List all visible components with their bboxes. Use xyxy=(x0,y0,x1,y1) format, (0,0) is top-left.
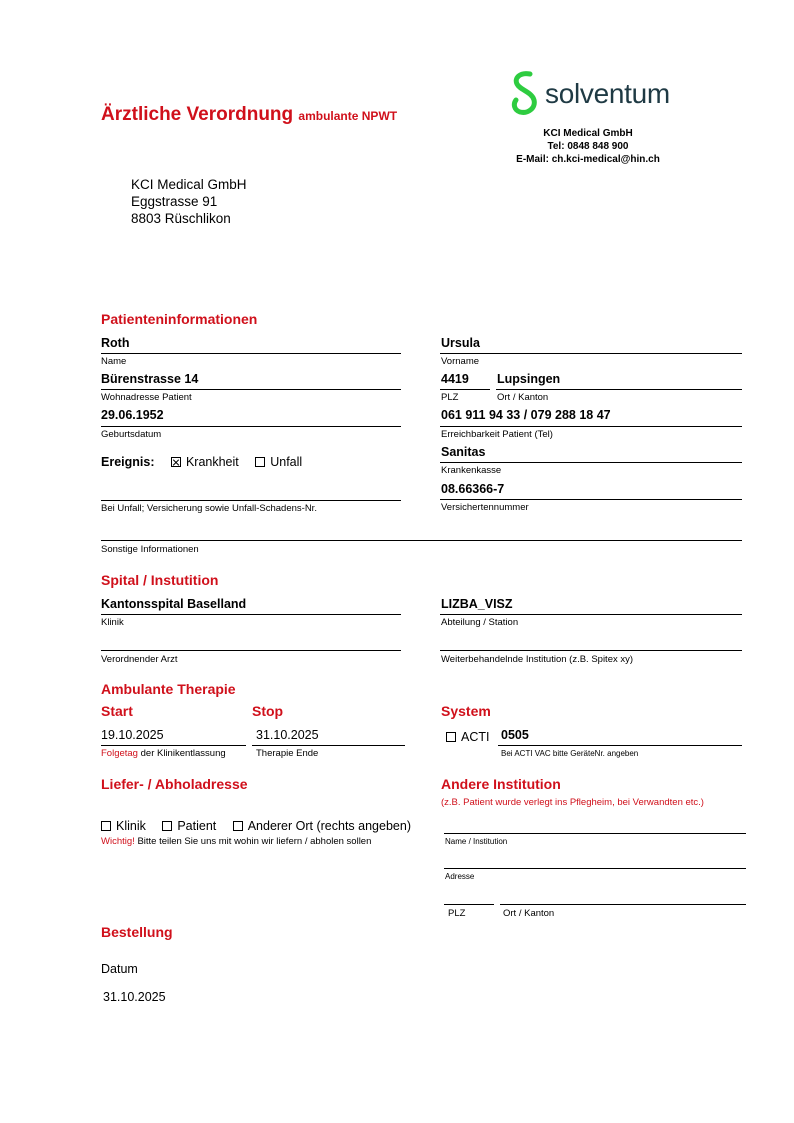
insured-no-label: Versichertennummer xyxy=(441,502,529,513)
start-date-value[interactable]: 19.10.2025 xyxy=(101,728,164,742)
department-value[interactable]: LIZBA_VISZ xyxy=(441,597,513,611)
event-option-krankheit[interactable] xyxy=(171,453,239,471)
other-name-field-line[interactable] xyxy=(444,833,746,834)
address-line-2: Eggstrasse 91 xyxy=(131,194,218,209)
event-krankheit-checkbox[interactable] xyxy=(171,457,181,467)
order-date-label: Datum xyxy=(101,962,138,976)
divider xyxy=(101,426,401,427)
company-name: KCI Medical GmbH xyxy=(543,128,633,139)
insurer-value[interactable]: Sanitas xyxy=(441,445,486,459)
divider xyxy=(440,614,742,615)
other-ort-field-line[interactable] xyxy=(500,904,746,905)
event-unfall-checkbox[interactable] xyxy=(255,457,265,467)
delivery-warning-text: Bitte teilen Sie uns mit wohin wir liefern / abholen sollen xyxy=(137,836,372,847)
divider xyxy=(440,353,742,354)
order-date-value[interactable]: 31.10.2025 xyxy=(103,990,166,1004)
divider xyxy=(498,745,742,746)
patient-street-value[interactable]: Bürenstrasse 14 xyxy=(101,372,199,386)
delivery-warning-emphasis: Wichtig! xyxy=(101,836,135,847)
divider xyxy=(440,499,742,500)
stop-label: Therapie Ende xyxy=(256,748,319,759)
patient-name-label: Name xyxy=(101,356,127,367)
other-name-label: Name / Institution xyxy=(445,837,508,846)
delivery-option-patient[interactable] xyxy=(162,817,216,835)
clinic-label: Klinik xyxy=(101,617,124,628)
divider xyxy=(440,462,742,463)
event-row xyxy=(101,453,314,471)
solventum-logo-icon xyxy=(508,70,542,118)
patient-plz-value[interactable]: 4419 xyxy=(441,372,469,386)
delivery-patient-label: Patient xyxy=(177,819,217,833)
divider xyxy=(101,389,401,390)
delivery-option-klinik[interactable] xyxy=(101,817,146,835)
divider xyxy=(440,389,490,390)
patient-vorname-value[interactable]: Ursula xyxy=(441,336,480,350)
patient-plz-label: PLZ xyxy=(441,392,459,403)
start-note xyxy=(101,748,226,759)
form-subtitle: ambulante NPWT xyxy=(298,109,398,123)
other-plz-label: PLZ xyxy=(448,908,466,919)
system-option-acti[interactable] xyxy=(446,728,489,746)
other-institution-note: (z.B. Patient wurde verlegt ins Pflegheim, bei Verwandten etc.) xyxy=(441,797,704,808)
stop-date-value[interactable]: 31.10.2025 xyxy=(256,728,319,742)
other-plz-field-line[interactable] xyxy=(444,904,494,905)
delivery-other-checkbox[interactable] xyxy=(233,821,243,831)
patient-birthdate-value[interactable]: 29.06.1952 xyxy=(101,408,164,422)
accident-label: Bei Unfall; Versicherung sowie Unfall-Schadens-Nr. xyxy=(101,503,317,514)
brand-logo xyxy=(508,70,542,123)
system-heading: System xyxy=(441,703,491,719)
section-heading-therapy: Ambulante Therapie xyxy=(101,681,236,697)
clinic-value[interactable]: Kantonsspital Baselland xyxy=(101,597,247,611)
start-heading: Start xyxy=(101,703,133,719)
patient-street-label: Wohnadresse Patient xyxy=(101,392,192,403)
department-label: Abteilung / Station xyxy=(441,617,519,628)
other-info-label: Sonstige Informationen xyxy=(101,544,199,555)
divider xyxy=(101,614,401,615)
patient-ort-value[interactable]: Lupsingen xyxy=(497,372,561,386)
insured-no-value[interactable]: 08.66366-7 xyxy=(441,482,505,496)
other-address-label: Adresse xyxy=(445,872,475,881)
event-label: Ereignis: xyxy=(101,455,155,469)
delivery-patient-checkbox[interactable] xyxy=(162,821,172,831)
patient-birthdate-label: Geburtsdatum xyxy=(101,429,162,440)
delivery-warning xyxy=(101,836,371,847)
event-option-unfall[interactable] xyxy=(255,453,302,471)
device-no-value[interactable]: 0505 xyxy=(501,728,529,742)
section-heading-hospital: Spital / Instutition xyxy=(101,572,219,588)
system-acti-label: ACTI xyxy=(461,730,490,744)
accident-field-line[interactable] xyxy=(101,500,401,501)
delivery-options xyxy=(101,817,423,835)
other-address-field-line[interactable] xyxy=(444,868,746,869)
other-info-field-line[interactable] xyxy=(101,540,742,541)
recipient-address xyxy=(131,176,247,227)
section-heading-other-institution: Andere Institution xyxy=(441,776,561,792)
patient-phone-label: Erreichbarkeit Patient (Tel) xyxy=(441,429,553,440)
device-label: Bei ACTI VAC bitte GeräteNr. angeben xyxy=(501,749,639,758)
divider xyxy=(101,745,246,746)
start-note-text: der Klinikentlassung xyxy=(140,748,226,759)
patient-name-value[interactable]: Roth xyxy=(101,336,130,350)
start-note-emphasis: Folgetag xyxy=(101,748,138,759)
followup-field-line[interactable] xyxy=(440,650,742,651)
delivery-option-other[interactable] xyxy=(233,817,411,835)
insurer-label: Krankenkasse xyxy=(441,465,502,476)
address-line-3: 8803 Rüschlikon xyxy=(131,211,231,226)
divider xyxy=(252,745,405,746)
form-title: Ärztliche Verordnung ambulante NPWT xyxy=(101,104,398,125)
section-heading-delivery: Liefer- / Abholadresse xyxy=(101,776,248,792)
delivery-klinik-label: Klinik xyxy=(116,819,146,833)
doctor-label: Verordnender Arzt xyxy=(101,654,178,665)
doctor-field-line[interactable] xyxy=(101,650,401,651)
delivery-other-label: Anderer Ort (rechts angeben) xyxy=(247,819,411,833)
section-heading-patient: Patienteninformationen xyxy=(101,311,258,327)
delivery-klinik-checkbox[interactable] xyxy=(101,821,111,831)
followup-label: Weiterbehandelnde Institution (z.B. Spitex xy) xyxy=(441,654,634,665)
other-ort-label: Ort / Kanton xyxy=(503,908,555,919)
company-tel: Tel: 0848 848 900 xyxy=(547,141,629,152)
address-line-1: KCI Medical GmbH xyxy=(131,177,247,192)
event-krankheit-label: Krankheit xyxy=(185,455,239,469)
company-email: E-Mail: ch.kci-medical@hin.ch xyxy=(516,154,660,165)
patient-phone-value[interactable]: 061 911 94 33 / 079 288 18 47 xyxy=(441,408,611,422)
company-contact xyxy=(510,127,666,166)
divider xyxy=(496,389,742,390)
divider xyxy=(101,353,401,354)
system-acti-checkbox[interactable] xyxy=(446,732,456,742)
event-unfall-label: Unfall xyxy=(270,455,303,469)
brand-name: solventum xyxy=(545,78,670,109)
divider xyxy=(440,426,742,427)
section-heading-order: Bestellung xyxy=(101,924,173,940)
patient-ort-label: Ort / Kanton xyxy=(497,392,549,403)
patient-vorname-label: Vorname xyxy=(441,356,480,367)
stop-heading: Stop xyxy=(252,703,284,719)
